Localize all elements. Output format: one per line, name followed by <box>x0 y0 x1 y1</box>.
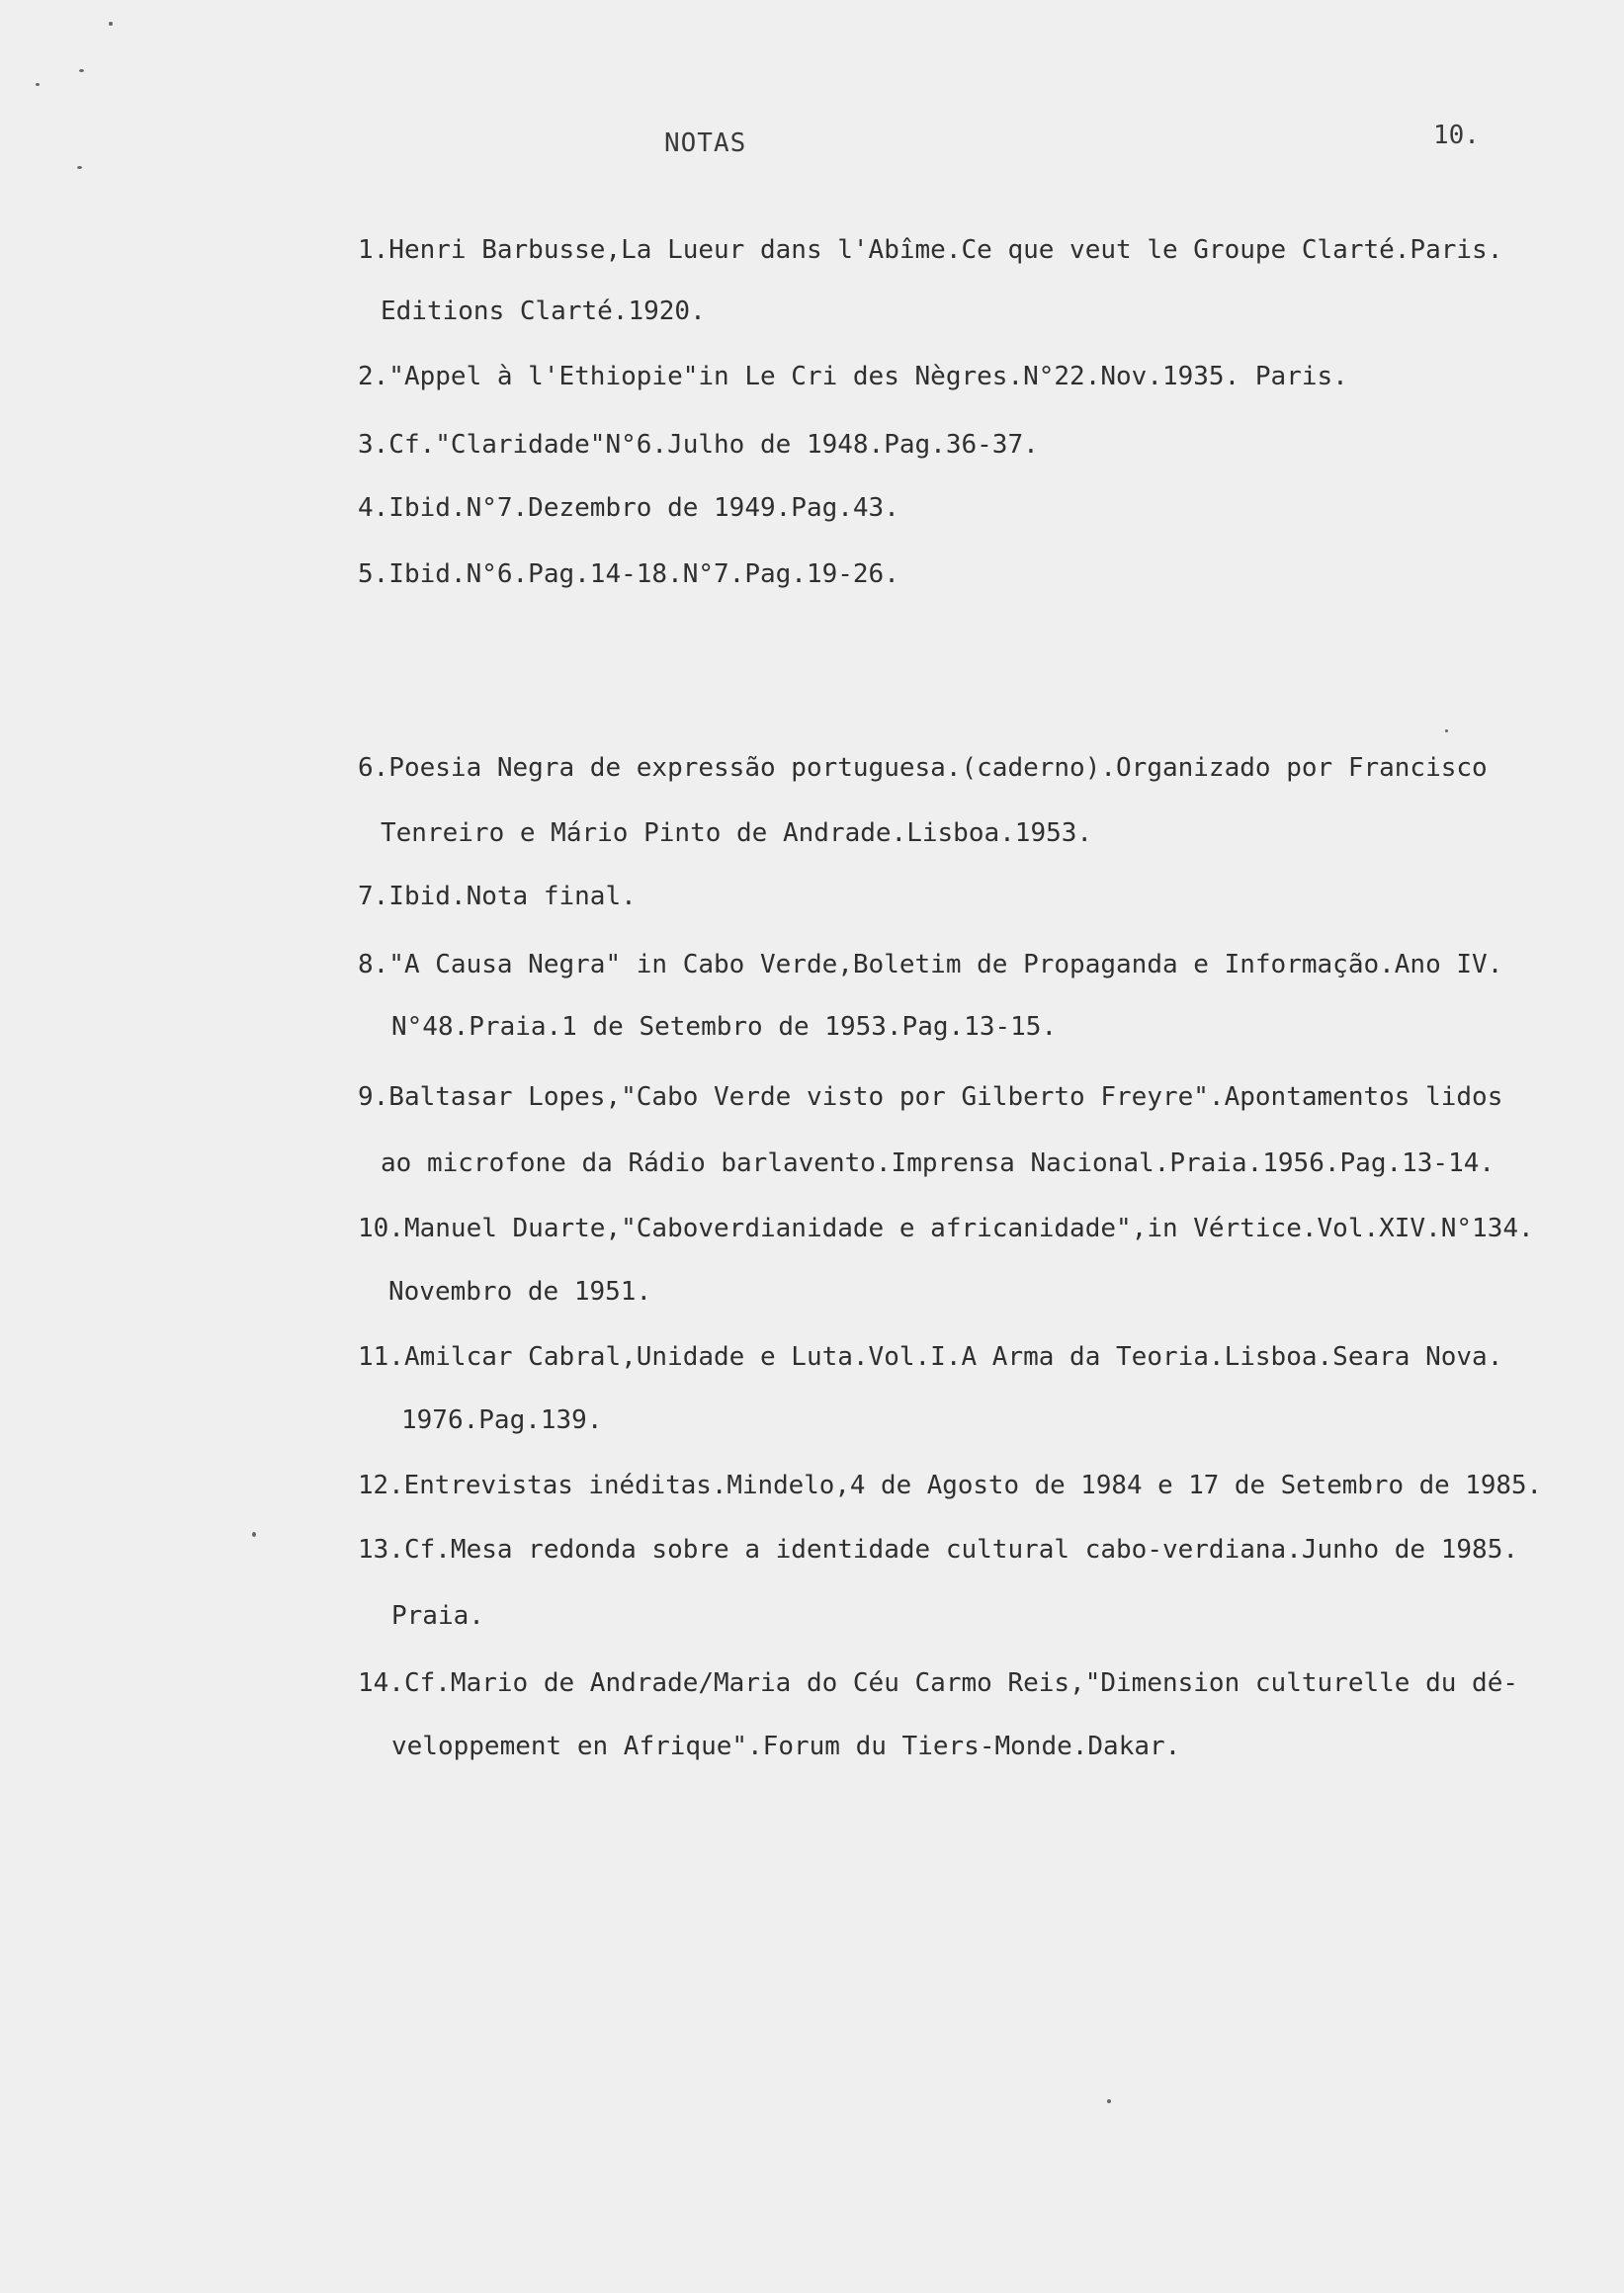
note-2-line-1: 2."Appel à l'Ethiopie"in Le Cri des Nègres.N°22.Nov.1935. Paris. <box>358 362 1348 391</box>
note-14-line-2: veloppement en Afrique".Forum du Tiers-Monde.Dakar. <box>391 1732 1181 1761</box>
note-8-line-2: N°48.Praia.1 de Setembro de 1953.Pag.13-15. <box>391 1012 1058 1042</box>
scan-speck <box>36 83 40 86</box>
note-6-line-2: Tenreiro e Mário Pinto de Andrade.Lisboa.1953. <box>381 818 1093 848</box>
note-10-line-2: Novembro de 1951. <box>388 1277 652 1307</box>
scan-speck <box>1445 729 1448 732</box>
note-7-line-1: 7.Ibid.Nota final. <box>358 882 637 911</box>
scan-speck <box>252 1532 256 1537</box>
note-3-line-1: 3.Cf."Claridade"N°6.Julho de 1948.Pag.36-37. <box>358 430 1039 460</box>
note-8-line-1: 8."A Causa Negra" in Cabo Verde,Boletim de Propaganda e Informação.Ano IV. <box>358 950 1503 979</box>
note-13-line-2: Praia. <box>391 1601 484 1631</box>
scan-speck <box>1107 2099 1111 2103</box>
note-11-line-1: 11.Amilcar Cabral,Unidade e Luta.Vol.I.A Arma da Teoria.Lisboa.Seara Nova. <box>358 1342 1503 1372</box>
note-13-line-1: 13.Cf.Mesa redonda sobre a identidade cultural cabo-verdiana.Junho de 1985. <box>358 1535 1518 1565</box>
page-number: 10. <box>1433 121 1480 150</box>
scan-speck <box>79 69 84 72</box>
note-1-line-2: Editions Clarté.1920. <box>381 297 706 326</box>
note-11-line-2: 1976.Pag.139. <box>401 1405 603 1435</box>
note-14-line-1: 14.Cf.Mario de Andrade/Maria do Céu Carmo Reis,"Dimension culturelle du dé- <box>358 1668 1518 1698</box>
note-12-line-1: 12.Entrevistas inéditas.Mindelo,4 de Agosto de 1984 e 17 de Setembro de 1985. <box>358 1471 1543 1500</box>
note-9-line-1: 9.Baltasar Lopes,"Cabo Verde visto por Gilberto Freyre".Apontamentos lidos <box>358 1082 1503 1112</box>
note-9-line-2: ao microfone da Rádio barlavento.Imprensa Nacional.Praia.1956.Pag.13-14. <box>381 1148 1496 1178</box>
page-title: NOTAS <box>664 128 747 158</box>
note-6-line-1: 6.Poesia Negra de expressão portuguesa.(caderno).Organizado por Francisco <box>358 753 1488 783</box>
note-4-line-1: 4.Ibid.N°7.Dezembro de 1949.Pag.43. <box>358 493 899 523</box>
scan-speck <box>77 166 82 169</box>
scan-speck <box>109 22 113 26</box>
note-1-line-1: 1.Henri Barbusse,La Lueur dans l'Abîme.Ce que veut le Groupe Clarté.Paris. <box>358 235 1503 265</box>
note-10-line-1: 10.Manuel Duarte,"Caboverdianidade e africanidade",in Vértice.Vol.XIV.N°134. <box>358 1214 1534 1243</box>
note-5-line-1: 5.Ibid.N°6.Pag.14-18.N°7.Pag.19-26. <box>358 559 899 589</box>
